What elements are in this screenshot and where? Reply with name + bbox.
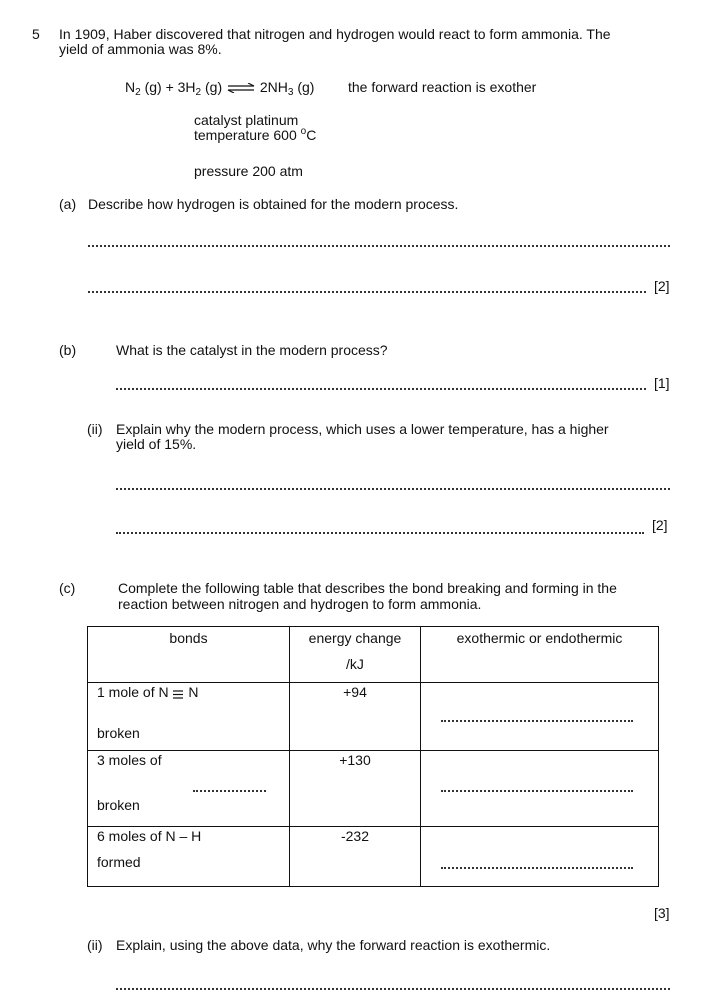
row-1-exo-endo (421, 683, 659, 751)
row-3-energy: -232 (290, 827, 421, 887)
intro-line-2: yield of ammonia was 8%. (59, 41, 222, 57)
part-c-line-1: Complete the following table that describes the bond breaking and forming in the (118, 580, 617, 596)
part-a-marks: [2] (654, 278, 670, 294)
equation-note: the forward reaction is exother (348, 79, 537, 95)
part-a-question: Describe how hydrogen is obtained for the modern process. (88, 196, 459, 212)
row-3-exo-endo (421, 827, 659, 887)
part-c-line-2: reaction between nitrogen and hydrogen to form ammonia. (118, 596, 482, 612)
reaction-equation: $N_2$ $(g) + 3H_2$ (g) $2NH_3$ (g) (125, 79, 315, 98)
part-b-ii-answer-line-2[interactable] (116, 532, 644, 534)
header-energy-change: energy change /kJ (290, 627, 421, 683)
part-b-marks: [1] (654, 375, 670, 391)
part-c-ii-label: (ii) (87, 937, 103, 953)
question-number: 5 (32, 26, 40, 42)
part-c-ii-answer-line[interactable] (116, 988, 670, 990)
row-3-exo-endo-answer[interactable] (441, 867, 633, 869)
part-b-ii-answer-line-1[interactable] (116, 488, 670, 490)
part-b-ii-line-1: Explain why the modern process, which uses a lower temperature, has a higher (116, 421, 609, 437)
part-b-ii-marks: [2] (652, 517, 668, 533)
table-row (88, 683, 659, 751)
header-exo-endo: exothermic or endothermic (421, 627, 659, 683)
row-2-energy: +130 (290, 751, 421, 827)
row-2-bond-answer[interactable] (193, 790, 266, 792)
row-2-bond: 3 moles of broken (88, 751, 290, 827)
header-bonds: bonds (88, 627, 290, 683)
part-b-question: What is the catalyst in the modern process? (116, 342, 388, 358)
part-c-ii-question: Explain, using the above data, why the forward reaction is exothermic. (116, 937, 551, 953)
part-a-answer-line-1[interactable] (88, 245, 670, 247)
part-b-ii-label: (ii) (87, 421, 103, 437)
row-1-exo-endo-answer[interactable] (441, 720, 633, 722)
part-b-ii-line-2: yield of 15%. (116, 436, 197, 452)
part-c-label: (c) (59, 580, 76, 596)
part-b-answer-line[interactable] (116, 388, 646, 390)
row-3-bond: 6 moles of N – H formed (88, 827, 290, 887)
table-row (88, 827, 659, 887)
part-a-answer-line-2[interactable] (88, 291, 646, 293)
condition-catalyst: catalyst platinum (194, 112, 299, 128)
row-2-exo-endo-answer[interactable] (441, 790, 633, 792)
row-2-exo-endo (421, 751, 659, 827)
condition-temperature: temperature 600 $^o$C (194, 126, 317, 143)
row-1-bond: 1 mole of N N broken (88, 683, 290, 751)
bond-energy-table (87, 626, 659, 887)
table-header-row (88, 627, 659, 683)
triple-bond-icon (172, 687, 184, 699)
part-c-marks: [3] (654, 905, 670, 921)
table-row (88, 751, 659, 827)
part-a-label: (a) (59, 196, 77, 212)
equilibrium-arrow-icon (226, 83, 256, 93)
part-b-label: (b) (59, 342, 77, 358)
intro-line-1: In 1909, Haber discovered that nitrogen and hydrogen would react to form ammonia. The (59, 26, 611, 42)
condition-pressure: pressure 200 atm (194, 163, 303, 179)
row-1-energy: +94 (290, 683, 421, 751)
